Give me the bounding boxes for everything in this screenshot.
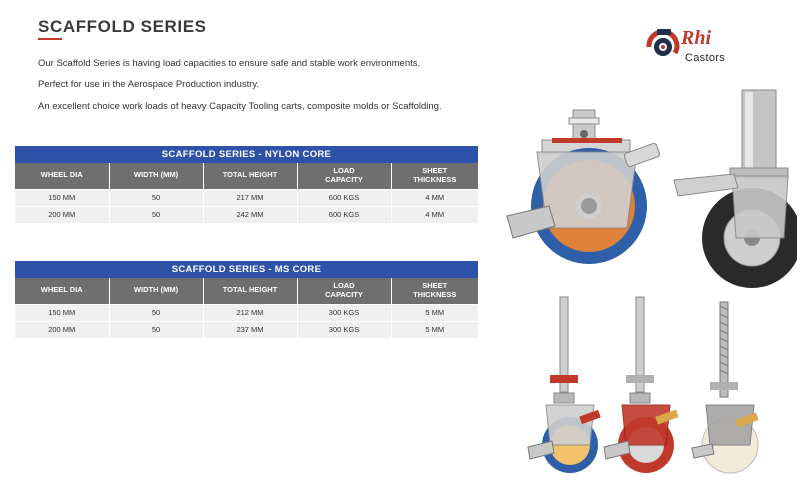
cell-wheel-dia: 150 MM [15, 304, 109, 321]
cell-width: 50 [109, 189, 203, 206]
cell-load-capacity: 300 KGS [297, 321, 391, 338]
col-header-total-height: TOTAL HEIGHT [203, 278, 297, 304]
table-row [15, 206, 478, 223]
col-header-width: WIDTH (MM) [109, 163, 203, 189]
cell-load-capacity: 600 KGS [297, 206, 391, 223]
cell-sheet-thickness: 5 MM [391, 304, 478, 321]
table-row [15, 189, 478, 206]
page-title: SCAFFOLD SERIES [38, 17, 207, 36]
intro-paragraph: Our Scaffold Series is having load capacities to ensure safe and stable work environments. [38, 58, 421, 69]
logo-sub-text: Castors [685, 52, 725, 64]
col-header-sheet-thickness: SHEET THICKNESS [391, 163, 478, 189]
spec-table-nylon-core [15, 146, 478, 223]
cell-sheet-thickness: 4 MM [391, 189, 478, 206]
col-header-wheel-dia: WHEEL DIA [15, 163, 109, 189]
col-header-load-capacity: LOAD CAPACITY [297, 278, 391, 304]
product-image-stem-castor-grey [672, 88, 797, 293]
brand-logo [645, 25, 755, 73]
cell-width: 50 [109, 304, 203, 321]
table-header-row [15, 163, 478, 189]
product-image-scaffold-castor-red [600, 295, 690, 477]
col-header-wheel-dia: WHEEL DIA [15, 278, 109, 304]
cell-load-capacity: 300 KGS [297, 304, 391, 321]
cell-total-height: 242 MM [203, 206, 297, 223]
intro-text [38, 58, 478, 122]
intro-paragraph: An excellent choice work loads of heavy Capacity Tooling carts, composite molds or Scaffolding. [38, 100, 442, 112]
product-image-scaffold-castor-blue [520, 295, 610, 477]
cell-wheel-dia: 200 MM [15, 321, 109, 338]
cell-total-height: 212 MM [203, 304, 297, 321]
cell-width: 50 [109, 206, 203, 223]
spec-table-ms-core [15, 261, 478, 338]
cell-width: 50 [109, 321, 203, 338]
col-header-sheet-thickness: SHEET THICKNESS [391, 278, 478, 304]
intro-paragraph: Perfect for use in the Aerospace Production industry. [38, 79, 260, 91]
cell-wheel-dia: 200 MM [15, 206, 109, 223]
cell-total-height: 217 MM [203, 189, 297, 206]
col-header-width: WIDTH (MM) [109, 278, 203, 304]
cell-wheel-dia: 150 MM [15, 189, 109, 206]
product-image-nylon-castor-blue [497, 108, 667, 278]
logo-brand-text: Rhi [681, 27, 712, 49]
table-title: SCAFFOLD SERIES - NYLON CORE [15, 146, 478, 163]
col-header-load-capacity: LOAD CAPACITY [297, 163, 391, 189]
col-header-total-height: TOTAL HEIGHT [203, 163, 297, 189]
title-accent [38, 38, 62, 40]
table-row [15, 321, 478, 338]
cell-sheet-thickness: 4 MM [391, 206, 478, 223]
product-image-scaffold-castor-cream [690, 300, 780, 477]
cell-load-capacity: 600 KGS [297, 189, 391, 206]
table-header-row [15, 278, 478, 304]
castor-wheel-logo-icon [645, 27, 681, 63]
table-row [15, 304, 478, 321]
cell-sheet-thickness: 5 MM [391, 321, 478, 338]
table-title: SCAFFOLD SERIES - MS CORE [15, 261, 478, 278]
cell-total-height: 237 MM [203, 321, 297, 338]
